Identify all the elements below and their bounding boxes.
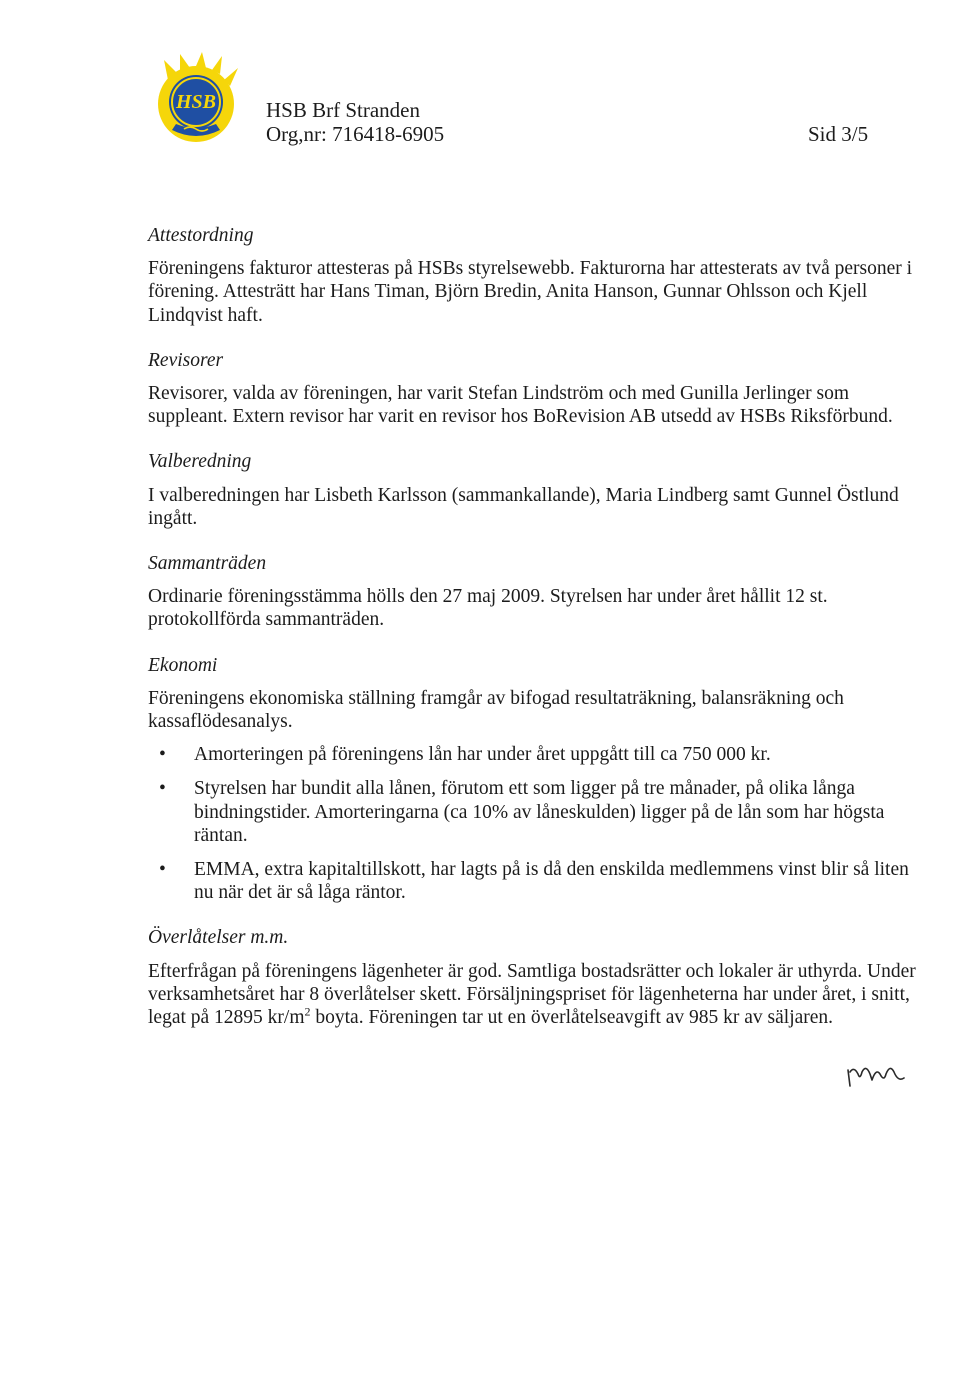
section-valberedning — [148, 450, 918, 530]
hsb-logo — [150, 52, 242, 144]
list-item — [148, 743, 918, 766]
list-item — [148, 777, 918, 847]
list-item — [148, 858, 918, 904]
bullet-icon: • — [159, 744, 166, 766]
bullet-icon: • — [159, 778, 166, 800]
section-attestordning — [148, 224, 918, 327]
bullet-icon: • — [159, 859, 166, 881]
heading-revisorer: Revisorer — [148, 349, 224, 371]
page-number: Sid 3/5 — [808, 122, 869, 146]
ekonomi-bullet-list — [148, 743, 918, 904]
org-name: HSB Brf Stranden — [266, 98, 420, 122]
logo-lettering: HSB — [175, 91, 217, 113]
text-attestordning: Föreningens fakturor attesteras på HSBs styrelsewebb. Fakturorna har attesterats av två personer i förening. Attesträtt har Hans Timan, Björn Bredin, Anita Hanson, Gunnar Ohlsson och Kjell Lindqvist haft. — [148, 258, 913, 326]
text-overlatelser-part2: boyta. Föreningen tar ut en överlåtelseavgift av 985 kr av säljaren. — [310, 1007, 834, 1029]
heading-valberedning: Valberedning — [148, 451, 252, 473]
section-sammantraden — [148, 552, 918, 632]
document-body — [148, 224, 918, 1051]
org-header — [266, 98, 444, 146]
text-ekonomi: Föreningens ekonomiska ställning framgår av bifogad resultaträkning, balansräkning och kassaflödesanalys. — [148, 687, 844, 733]
section-revisorer — [148, 349, 918, 429]
heading-sammantraden: Sammanträden — [148, 553, 267, 575]
bullet-text: Amorteringen på föreningens lån har under året uppgått till ca 750 000 kr. — [194, 744, 771, 766]
bullet-text: Styrelsen har bundit alla lånen, förutom ett som ligger på tre månader, på olika långa bindningstider. Amorteringarna (ca 10% av låneskulden) ligger på de lån som har högsta räntan. — [194, 778, 885, 846]
superscript: 2 — [304, 1004, 311, 1019]
text-overlatelser-part1: Efterfrågan på föreningens lägenheter är god. Samtliga bostadsrätter och lokaler är uthyrda. Under verksamhetsåret har 8 överlåtelser skett. Försäljningspriset för lägenheterna har under året, i snitt, legat på 12895 kr/m — [148, 960, 916, 1029]
heading-overlatelser: Överlåtelser m.m. — [148, 927, 289, 949]
text-sammantraden: Ordinarie föreningsstämma hölls den 27 maj 2009. Styrelsen har under året hållit 12 st. protokollförda sammanträden. — [148, 586, 828, 631]
org-number: Org,nr: 716418-6905 — [266, 122, 445, 146]
section-overlatelser — [148, 926, 918, 1029]
text-overlatelser — [148, 960, 918, 1030]
heading-attestordning: Attestordning — [148, 225, 254, 246]
text-valberedning: I valberedningen har Lisbeth Karlsson (sammankallande), Maria Lindberg samt Gunnel Östlund ingått. — [148, 484, 899, 529]
section-ekonomi — [148, 654, 918, 905]
bullet-text: EMMA, extra kapitaltillskott, har lagts på is då den enskilda medlemmens vinst blir så liten nu när det är så låga räntor. — [194, 859, 909, 904]
heading-ekonomi: Ekonomi — [148, 654, 218, 676]
handwritten-initials — [846, 1060, 906, 1088]
text-revisorer: Revisorer, valda av föreningen, har varit Stefan Lindström och med Gunilla Jerlinger som suppleant. Extern revisor har varit en revisor hos BoRevision AB utsedd av HSBs Riksförbund. — [148, 383, 893, 428]
